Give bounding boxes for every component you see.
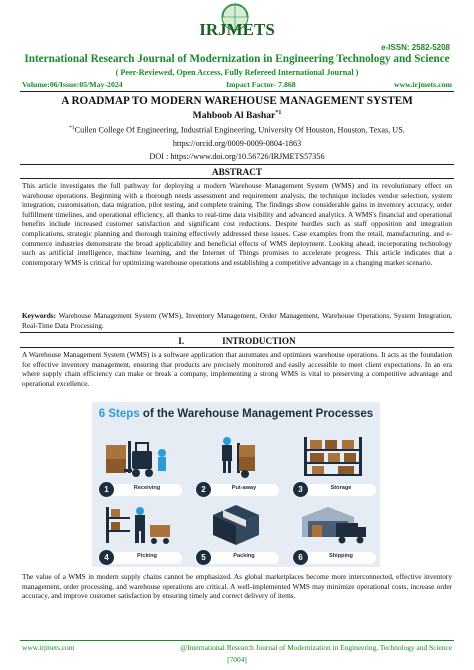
logo-text: IRJMETS	[199, 20, 275, 39]
step-put-away	[191, 435, 281, 495]
affiliation: $^{*1}$Cullen College Of Engineering, Industrial Engineering, University Of Houston, Houston, Texas, US.	[69, 125, 405, 135]
header-divider	[20, 91, 454, 92]
truck-icon	[298, 503, 368, 548]
abstract-text: This article investigates the full pathway for deploying a modern Warehouse Management System (WMS) and its revolutionary effect on warehouse operations. Beginning with a thorough needs assessment and requirement analysis, the technique includes vendor selection, system integration, customisation, data migration, pilot testing, and complete training. The findings show considerable gains in inventory accuracy, order fulfillment timelines, and operational efficiency, all thanks to real-time data visibility and advanced analytics. A WMS's financial and operational benefits include increased customer satisfaction and significant cost reductions. Despite hurdles such as staff opposition and integration complications, strategic planning and thorough training effectively addressed these issues. Case examples from the retail, manufacturing, and e-commerce industries demonstrate the broad applicability and beneficial effects of WMS deployment. Looking ahead, incorporating technology such as artificial intelligence, machine learning, and the Internet of Things promises to accelerate progress. This article indicates that a contemporary WMS is critical for optimizing warehouse operations and establishing a competitive advantage in a changing market scenario.	[22, 181, 452, 267]
footer-website-link[interactable]: www.irjmets.com	[22, 643, 75, 652]
intro-paragraph: A Warehouse Management System (WMS) is a software application that automates and optimizes warehouse operations. It acts as the foundation for effective inventory management, ensuring that products are precisely monitored and easily accessible to meet client expectations. In an era where supply chain efficiency can make or break a company, implementing a strong WMS is vital to preserving a competitive advantage and operational excellence.	[22, 350, 452, 388]
step-number: 4	[99, 550, 114, 565]
footer-divider	[20, 640, 454, 641]
keywords: Keywords: Warehouse Management System (WMS), Inventory Management, Order Management, Warehouse Operations, System Integration, Real-Time Data Processing.	[22, 311, 452, 330]
volume-issue: Volume:06/Issue:05/May-2024	[22, 80, 123, 89]
doi-link[interactable]: DOI : https://www.doi.org/10.56726/IRJMETS57356	[149, 152, 325, 161]
step-number: 2	[196, 482, 211, 497]
divider	[20, 332, 454, 333]
step-number: 1	[99, 482, 114, 497]
figure-title: 6 Steps of the Warehouse Management Processes	[98, 408, 374, 420]
warehouse-steps-figure	[92, 402, 380, 567]
orcid-link[interactable]: https://orcid.org/0009-0009-0804-1863	[172, 139, 302, 148]
step-label: Receiving	[133, 485, 161, 491]
step-number: 3	[293, 482, 308, 497]
author-name: Mahboob Al Bashar$^{*1}$	[192, 110, 282, 122]
divider	[20, 178, 454, 179]
step-number: 6	[293, 550, 308, 565]
abstract-heading: ABSTRACT	[211, 167, 263, 177]
step-shipping	[288, 503, 378, 563]
step-label: Storage	[330, 485, 352, 491]
forklift-icon	[104, 435, 174, 480]
paper-title: A ROADMAP TO MODERN WAREHOUSE MANAGEMENT SYSTEM	[61, 95, 413, 107]
step-packing	[191, 503, 281, 563]
step-label: Picking	[137, 553, 157, 559]
journal-name: International Research Journal of Modernization in Engineering Technology and Science	[24, 53, 450, 65]
footer-copyright: @International Research Journal of Modernization in Engineering, Technology and Science	[180, 643, 452, 652]
step-picking	[94, 503, 184, 563]
issn: e-ISSN: 2582-5208	[381, 43, 450, 52]
box-icon	[201, 503, 271, 548]
step-label: Shipping	[329, 553, 353, 559]
page-number: [7004]	[227, 655, 247, 664]
body-paragraph: The value of a WMS in modern supply chains cannot be emphasized. As global marketplaces become more interconnected, effective inventory management, order processing, and warehouse operations are critical. A well-implemented WMS may minimize operational costs, increase order accuracy, and improve customer satisfaction by ensuring timely and correct delivery of items.	[22, 572, 452, 601]
journal-logo	[0, 3, 474, 43]
peer-review-line: ( Peer-Reviewed, Open Access, Fully Refereed International Journal )	[115, 68, 359, 77]
divider	[20, 347, 454, 348]
header-website-link[interactable]: www.irjmets.com	[393, 80, 452, 89]
shelving-icon	[298, 435, 368, 480]
impact-factor: Impact Factor- 7.868	[226, 80, 296, 89]
step-label: Put-away	[231, 485, 257, 491]
step-number: 5	[196, 550, 211, 565]
volume-row	[22, 80, 452, 91]
step-storage	[288, 435, 378, 495]
hand-truck-icon	[201, 435, 271, 480]
picker-icon	[104, 503, 174, 548]
section-heading: I. INTRODUCTION	[178, 336, 296, 346]
divider	[20, 164, 454, 165]
step-receiving	[94, 435, 184, 495]
step-label: Packing	[233, 553, 255, 559]
